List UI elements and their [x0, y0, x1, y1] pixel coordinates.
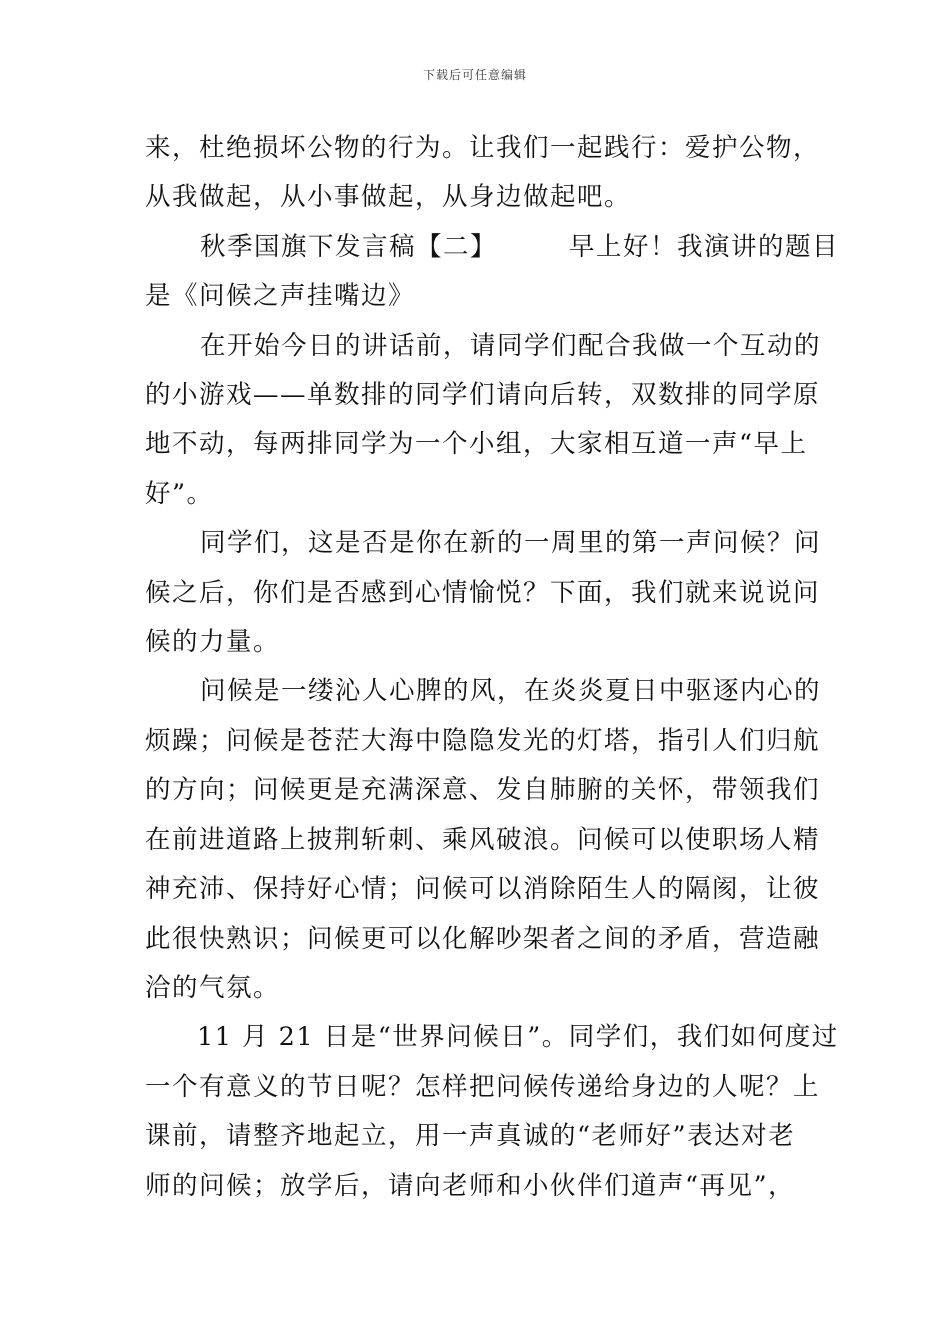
- paragraph-6: [145, 1013, 839, 1211]
- heading-line: [145, 223, 840, 272]
- header-note: 下载后可任意编辑: [422, 68, 527, 82]
- text-line: 来，杜绝损坏公物的行为。让我们一起践行：爱护公物，: [145, 133, 821, 163]
- paragraph-2: [145, 223, 840, 322]
- document-body: [145, 124, 840, 1211]
- text-line: 是《问候之声挂嘴边》: [145, 281, 416, 312]
- text-line: 师的问候；放学后，请向老师和小伙伴们道声“再见”，: [145, 1170, 796, 1201]
- text-line: 候之后，你们是否感到心情愉悦？下面，我们就来说说问: [145, 577, 821, 608]
- section-heading: 秋季国旗下发言稿【二】: [200, 231, 498, 262]
- greeting-lead: 早上好！我演讲的题目: [569, 231, 840, 262]
- paragraph-4: [145, 519, 822, 667]
- text-line: 烦躁；问候是苍茫大海中隐隐发光的灯塔，指引人们归航: [145, 725, 821, 756]
- text-line: 地不动，每两排同学为一个小组，大家相互道一声“早上: [145, 429, 808, 460]
- text-line: 候的力量。: [145, 627, 281, 658]
- text-line: 此很快熟识；问候更可以化解吵架者之间的矛盾，营造融: [145, 923, 821, 954]
- text-line: 一个有意义的节日呢？怎样把问候传递给身边的人呢？上: [145, 1071, 821, 1102]
- text-line: 的方向；问候更是充满深意、发自肺腑的关怀，带领我们: [145, 775, 821, 806]
- text-line: 的小游戏——单数排的同学们请向后转，双数排的同学原: [145, 380, 821, 411]
- text-line: 同学们，这是否是你在新的一周里的第一声问候？问: [200, 528, 822, 559]
- text-line: 课前，请整齐地起立，用一声真诚的“老师好”表达对老: [145, 1121, 796, 1152]
- text-line: 在开始今日的讲话前，请同学们配合我做一个互动的: [200, 330, 822, 361]
- text-line: 从我做起，从小事做起，从身边做起吧。: [145, 182, 632, 213]
- paragraph-3: [145, 322, 822, 520]
- paragraph-1: [145, 124, 821, 223]
- text-line: 洽的气氛。: [145, 972, 281, 1003]
- text-line: 问候是一缕沁人心脾的风，在炎炎夏日中驱逐内心的: [200, 676, 822, 707]
- text-line: 好”。: [145, 478, 214, 509]
- paragraph-5: [145, 667, 822, 1013]
- text-line: 神充沛、保持好心情；问候可以消除陌生人的隔阂，让彼: [145, 874, 821, 905]
- text-line: 11 月 21 日是“世界问候日”。同学们，我们如何度过: [197, 1022, 839, 1053]
- text-line: 在前进道路上披荆斩刺、乘风破浪。问候可以使职场人精: [145, 824, 821, 855]
